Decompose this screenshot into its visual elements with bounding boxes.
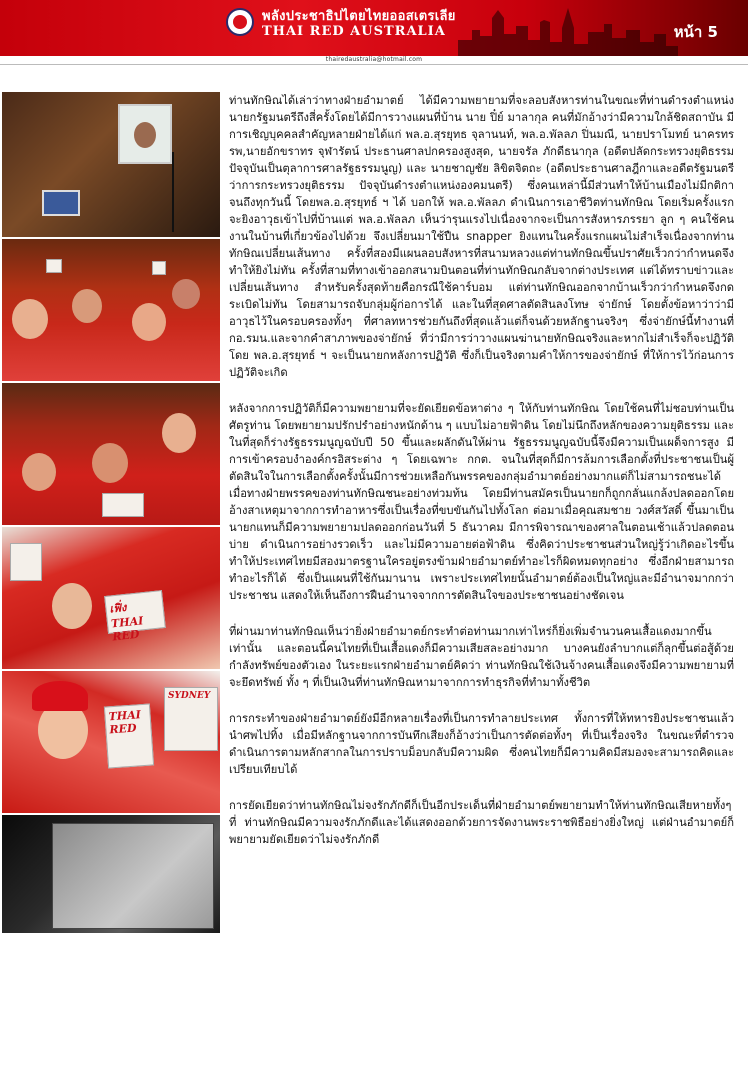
- header-divider: [0, 64, 748, 65]
- article-paragraph: หลังจากการปฏิวัติก็มีความพยายามที่จะยัดเยียดข้อหาต่าง ๆ ให้กับท่านทักษิณ โดยใช้คนที่ไม่ชอบท่านเป็นศัตรูท่าน โดยพยายามปรักปรำอย่างหนักด้าน ๆ แบบไม่อายฟ้าดิน โดยไม่นึกถึงหลักของความยุติธรรม และในที่สุดก็ร่างรัฐธรรมนูญฉบับปี 50 ขึ้นและผลักดันให้ผ่าน รัฐธรรมนูญฉบับนี้จึงมีความเป็นเผด็จการสูง มีการเข้าครอบงำองค์กรอิสระต่าง ๆ โดยเฉพาะ กกต. จนในที่สุดก็มีการล้มการเลือกตั้งที่ประชาชนเป็นผู้ตัดสินใจในการเลือกตั้งครั้งนั้นมีการช่วยเหลือกันพรรคของกลุ่มอำมาตย์อย่างมากแต่ก็ไม่สามารถชนะได้ เมื่อทางฝ่ายพรรคของท่านทักษิณชนะอย่างท่วมท้น โดยมีท่านสมัครเป็นนายกก็ถูกกลั่นแกล้งปลดออกโดยอ้างสาเหตุมาจากการทำอาหารซึ่งเป็นเรื่องที่ขบขันกันไปทั้งโลก ต่อมาเมื่อคุณสมชาย วงศ์สวัสดิ์ ขึ้นมาเป็นนายกแทนก็มีความพยายามปลดออกก่อนวันที่ 5 ธันวาคม มีการพิจารณาของศาลในตอนเช้าแล้วปลดตอนบ่าย ดำเนินการอย่างรวดเร็ว และไม่มีความอายต่อฟ้าดิน ซึ่งคิดว่าประชาชนส่วนใหญ่รู้ว่าเกิดอะไรขึ้น ทำให้ประเทศไทยมีสองมาตรฐานใครอยู่ตรงข้ามฝ่ายอำมาตย์ทำอะไรก็ผิดหมดทุกอย่าง ซึ่งอีกฝ่ายสามารถทำอะไรก็ได้ ซึ่งเป็นแผนที่ใช้กันมานาน เพราะประเทศไทยนั้นอำมาตย์ต้องเป็นใหญ่และมีอำนาจมากกว่าประชาชน แสดงให้เห็นถึงการฝืนอำนาจจากการตัดสินใจของประชาชนอย่างชัดเจน: [229, 402, 734, 602]
- page-number: หน้า 5: [673, 23, 718, 41]
- header-title-english: THAI RED AUSTRALIA: [262, 24, 446, 39]
- sign-text-3: SYDNEY: [168, 691, 211, 701]
- photo-projected-video: [2, 815, 220, 933]
- photo-audience-seated: [2, 239, 220, 381]
- header-email: thairedaustralia@hotmail.com: [325, 56, 423, 63]
- thai-red-australia-logo: [226, 8, 254, 36]
- article-paragraph: การยัดเยียดว่าท่านทักษิณไม่จงรักภักดีก็เป็นอีกประเด็นที่ฝ่ายอำมาตย์พยายามทำให้ท่านทักษิณเสียหายทั้งๆ ที่ ท่านทักษิณมีความจงรักภักดีและได้แสดงออกด้วยการจัดงานพระราชพิธีอย่างยิ่งใหญ่ แต่ฝ่านอำมาตย์ก็พยายามยัดเยียดว่าไม่จงรักภักดี: [229, 799, 734, 846]
- photo-supporters-with-signs: [2, 527, 220, 669]
- sign-text-2: THAI RED: [108, 708, 142, 737]
- photo-audience-standing: [2, 383, 220, 525]
- sign-text-1: เฟิ่ง THAI RED: [108, 600, 144, 644]
- photo-video-call-screen: [2, 92, 220, 237]
- header-title-thai: พลังประชาธิปไตยไทยออสเตรเลีย: [262, 9, 456, 24]
- article-body: [229, 92, 734, 867]
- city-skyline-icon: [458, 6, 678, 56]
- page-header: [0, 0, 748, 56]
- article-paragraph: ที่ผ่านมาท่านทักษิณเห็นว่ายิ่งฝ่ายอำมาตย์กระทำต่อท่านมากเท่าไหร่ก็ยิ่งเพิ่มจำนวนคนเสื้อแดงมากขึ้นเท่านั้น และตอนนี้คนไทยที่เป็นเสื้อแดงก็มีความเสียสละอย่างมาก บางคนยังลำบากแต่ก็ลุกขึ้นต่อสู้ด้วยกำลังทรัพย์ของตัวเอง ในระยะแรกฝ่ายอำมาตย์คิดว่า ท่านทักษิณใช้เงินจ้างคนเสื้อแดงจึงมีความพยายามที่จะยึดทรัพย์ ทั้ง ๆ ที่เป็นเงินที่ท่านทักษิณหามาจากการทำธุรกิจที่ทำมาทั้งชีวิต: [229, 625, 734, 689]
- photo-woman-with-sign: [2, 671, 220, 813]
- article-paragraph: ท่านทักษิณได้เล่าว่าทางฝ่ายอำมาตย์ ได้มีความพยายามที่จะลอบสังหารท่านในขณะที่ท่านดำรงตำแหน่งนายกรัฐมนตรีถึงสี่ครั้งโดยได้มีการวางแผนที่บ้าน นาย ปิ๋ย์ มาลากุล คนที่มักอ้างว่ามีความใกล้ชิดสถาบัน มีการเชิญบุคคลสำคัญหลายฝ่ายได้แก่ พล.อ.สุรยุทธ จุลานนท์, พล.อ.พัลลภ ปิ่นมณี, นายปราโมทย์ นาครทรรพ,นายอักขราทร จุฬารัตน์ ประธานศาลปกครองสูงสุด, นายจรัล ภักดีธนากุล (อดีตปลัดกระทรวงยุติธรรมปัจจุบันเป็นตุลาการศาลรัฐธรรมนูญ) และ นายชาญชัย ลิขิตจิตถะ (อดีตประธานศาลฎีกาและอดีตรัฐมนตรีว่าการกระทรวงยุติธรรม ปัจจุบันดำรงตำแหน่งองคมนตรี) ซึ่งคนเหล่านี้มีส่วนทำให้บ้านเมืองไม่มีกติกาจนถึงทุกวันนี้ โดยพล.อ.สุรยุทธ์ ฯ ได้ บอกให้ พล.อ.พัลลภ ดำเนินการเอาชีวิตท่านทักษิณ โดยเริ่มครั้งแรกจะยิงอาวุธเข้าไปที่บ้านแต่ พล.อ.พัลลภ เห็นว่ารุนแรงไปเนื่องจากจะเป็นการสังหารภรรยา ลูก ๆ คนใช้คนงานในบ้านที่เกี่ยวข้องไปด้วย จึงเปลี่ยนมาใช้ปืน snapper ยิงแทนในครั้งแรกแผนไม่สำเร็จเนื่องจากท่านทักษิณเปลี่ยนเส้นทาง ครั้งที่สองมีแผนลอบสังหารที่สนามหลวงแต่ท่านทักษิณขึ้นปราศัยเร็วกว่ากำหนดจึงทำให้ยิงไม่ทัน ครั้งที่สามที่ทางเข้าออกสนามบินตอนที่ท่านทักษิณกลับจากต่างประเทศ แต่ได้ทราบข่าวและเปลี่ยนเส้นทาง สำหรับครั้งสุดท้ายคือกรณีใช้คาร์บอม แต่ท่านทักษิณออกจากบ้านเร็วกว่ากำหนดจึงกดระเบิดไม่ทัน โดยสามารถจับกลุ่มผู้ก่อการได้ และในที่สุดศาลตัดสินลงโทษ จ่ายักษ์ โดยตั้งข้อหาว่าว่ามีอาวุธไว้ในครอบครองทั้งๆ ที่ศาลทหารช่วยกันถึงที่สุดแล้วแต่ก็จนด้วยหลักฐานจริงๆ ซึ่งจ่ายักษ์นี้ทำงานที่ กอ.รมน.และจากคำสาภาพของจ่ายักษ์ ที่ว่ามีการว่าวางแผนฆ่านายทักษิณจริงและหากไม่สำเร็จก็จะปฏิวัติ โดย พล.อ.สุรยุทธ์ ฯ จะเป็นนายกหลังการปฏิวัติ ซึ่งก็เป็นจริงตามคำให้การของจ่ายักษ์ ที่ให้การไว้ก่อนการปฏิวัติจะเกิด: [229, 94, 734, 379]
- article-paragraph: การกระทำของฝ่ายอำมาตย์ยังมีอีกหลายเรื่องที่เป็นการทำลายประเทศ ทั้งการที่ให้ทหารยิงประชาชนแล้วนำศพไปทิ้ง เมื่อมีหลักฐานจากการบันทึกเสียงก็อ้างว่าเป็นการตัดต่อทั้งๆ ที่เป็นเรื่องจริง ในขณะที่ตำรวจดำเนินการตามหลักสากลในการปราบม็อบกลับมีความผิด ซึ่งคนไทยก็มีความคิดมีสมองจะสามารถคิดและเปรียบเทียบได้: [229, 712, 734, 776]
